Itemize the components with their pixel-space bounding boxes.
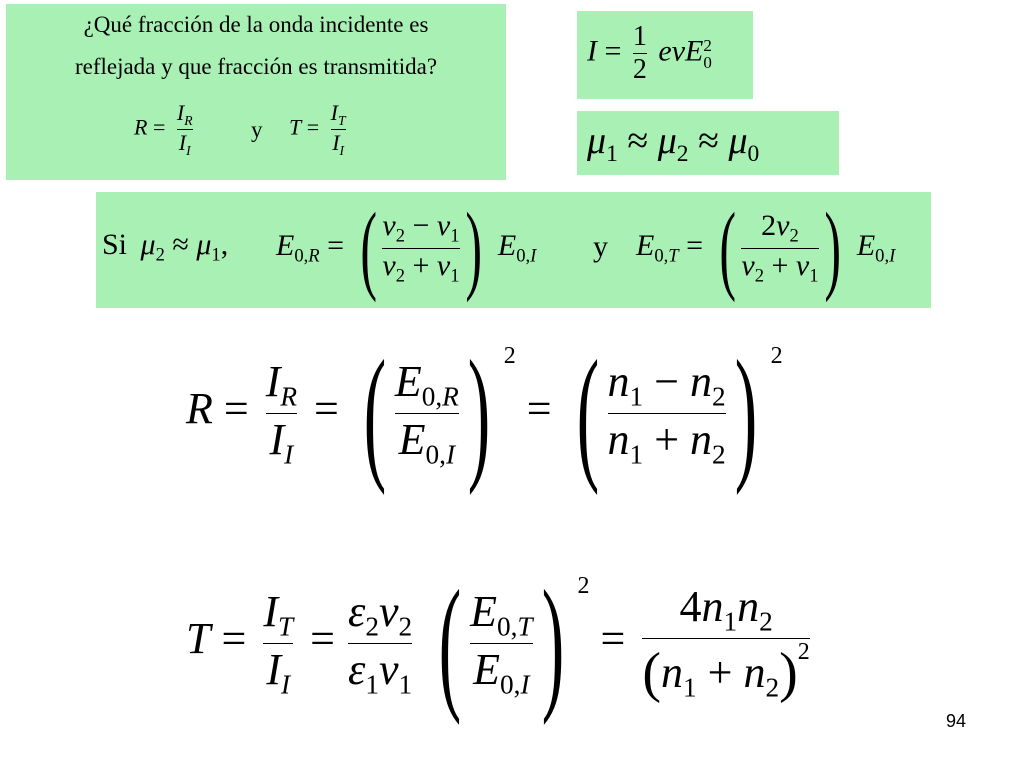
transmittance-equation: T = $\frac{I_T}{I_I}$ = $\frac{\varepsilon_2v_2}{\varepsilon_1v_1}$ ( $\frac{E_{0,T}}{E_{0,I}}$ ) $^2$ = $\frac{4n_1n_2}{(n_1 + n_2)^2}$ — [186, 560, 810, 726]
si-label: Si — [102, 228, 128, 261]
question-line-2: reflejada y que fracción es transmitida? — [74, 54, 438, 79]
connector-y-1: y — [251, 117, 263, 142]
permeability-equation: $\mu_1 \approx \mu_2 \approx \mu_0$ — [587, 120, 760, 168]
amplitude-box — [96, 192, 931, 308]
connector-y-2: y — [593, 230, 608, 263]
question-box — [6, 4, 506, 180]
permeability-box — [577, 111, 839, 175]
amplitude-condition: Si $\mu_2 \approx \mu_1$, — [102, 228, 229, 266]
reflectance-definition: R = $\frac{I_R}{I_I}$ — [134, 100, 193, 158]
reflectance-equation: R = $\frac{I_R}{I_I}$ = ( $\frac{E_{0,R}}{E_{0,I}}$ ) $^2$ = ( $\frac{n_1 - n_2}{n_1 + n_2}$ ) $^2$ — [186, 330, 783, 496]
transmittance-definition: T = $\frac{I_T}{I_I}$ — [289, 100, 346, 158]
transmitted-amplitude-equation: $E_{0,T}$ = ( $\frac{2v_2}{v_2 + v_1}$ ) $E_{0,I}$ — [636, 192, 896, 303]
intensity-equation: I = $\frac{1}{2}$ evE 2 0 — [587, 21, 712, 85]
question-line-1: ¿Qué fracción de la onda incidente es — [83, 12, 429, 37]
reflected-amplitude-equation: $E_{0,R}$ = ( $\frac{v_2 - v_1}{v_2 + v_1}$ ) $E_{0,I}$ — [276, 192, 537, 303]
intensity-box — [577, 11, 753, 99]
page-number: 94 — [945, 711, 966, 731]
